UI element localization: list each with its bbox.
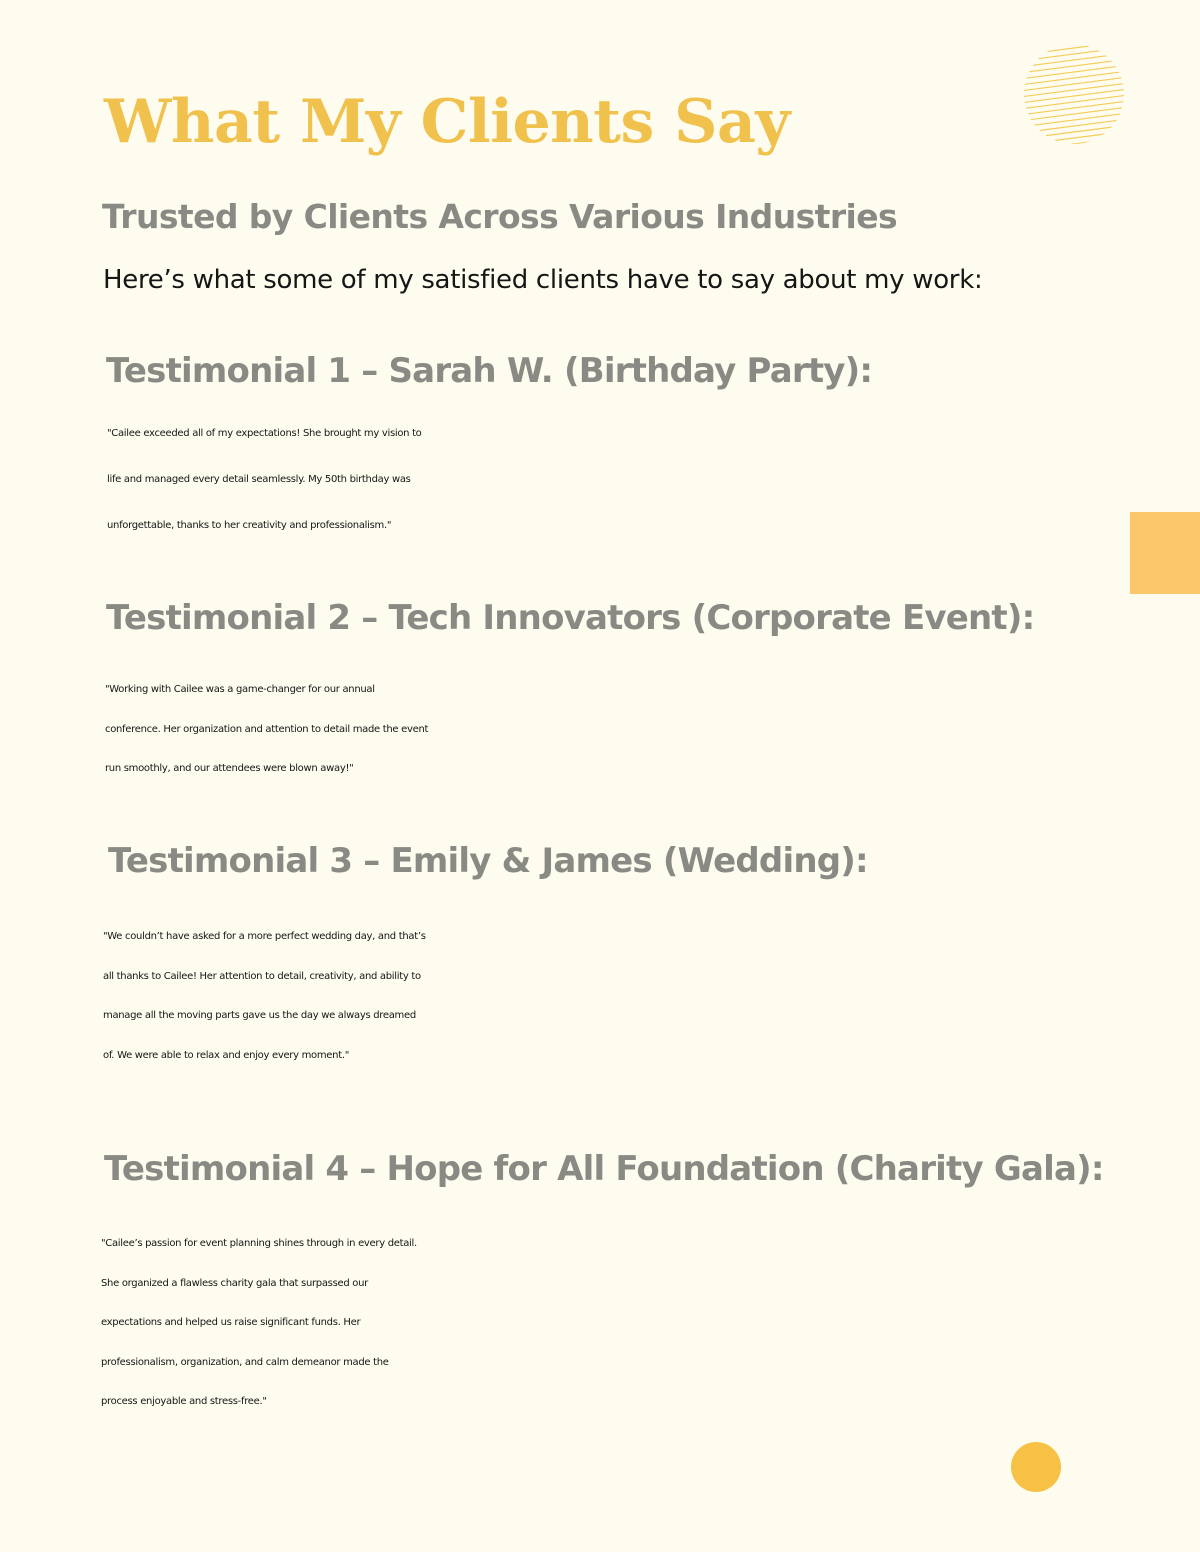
testimonial-3-quote bbox=[103, 917, 1103, 1075]
testimonial-1-line: unforgettable, thanks to her creativity and professionalism." bbox=[107, 520, 392, 531]
striped-circle-decoration bbox=[1022, 42, 1126, 146]
testimonial-3-line: of. We were able to relax and enjoy every moment." bbox=[103, 1049, 350, 1061]
testimonial-3-heading: Testimonial 3 – Emily & James (Wedding): bbox=[108, 841, 868, 881]
testimonial-4-quote bbox=[101, 1224, 1101, 1422]
testimonial-1-heading: Testimonial 1 – Sarah W. (Birthday Party): bbox=[106, 351, 873, 391]
testimonial-2-quote bbox=[105, 670, 1105, 789]
testimonial-1-line: life and managed every detail seamlessly. My 50th birthday was bbox=[107, 474, 411, 485]
testimonial-4-line: "Cailee’s passion for event planning shines through in every detail. bbox=[101, 1238, 417, 1249]
testimonial-1-quote bbox=[107, 411, 1107, 549]
intro-text: Here’s what some of my satisfied clients have to say about my work: bbox=[103, 265, 983, 295]
testimonial-4-heading: Testimonial 4 – Hope for All Foundation (Charity Gala): bbox=[104, 1149, 1104, 1189]
testimonial-1-line: "Cailee exceeded all of my expectations! She brought my vision to bbox=[107, 428, 422, 439]
testimonial-2-heading: Testimonial 2 – Tech Innovators (Corporate Event): bbox=[106, 598, 1035, 638]
testimonial-3-line: manage all the moving parts gave us the day we always dreamed bbox=[103, 1010, 416, 1021]
testimonial-2-line: run smoothly, and our attendees were blown away!" bbox=[105, 763, 354, 774]
testimonial-2-line: "Working with Cailee was a game-changer for our annual bbox=[105, 684, 375, 695]
testimonial-4-line: process enjoyable and stress-free." bbox=[101, 1396, 267, 1407]
page-subtitle: Trusted by Clients Across Various Industries bbox=[102, 197, 898, 236]
testimonial-3-line: "We couldn’t have asked for a more perfect wedding day, and that’s bbox=[103, 931, 426, 942]
testimonial-4-line: She organized a flawless charity gala that surpassed our bbox=[101, 1277, 368, 1289]
accent-square-decoration bbox=[1130, 512, 1200, 594]
accent-dot-decoration bbox=[1011, 1442, 1061, 1492]
page-title: What My Clients Say bbox=[104, 87, 790, 157]
testimonial-3-line: all thanks to Cailee! Her attention to detail, creativity, and ability to bbox=[103, 970, 421, 982]
testimonial-4-line: expectations and helped us raise significant funds. Her bbox=[101, 1317, 361, 1328]
testimonial-2-line: conference. Her organization and attention to detail made the event bbox=[105, 723, 429, 735]
testimonial-4-line: professionalism, organization, and calm demeanor made the bbox=[101, 1356, 389, 1368]
